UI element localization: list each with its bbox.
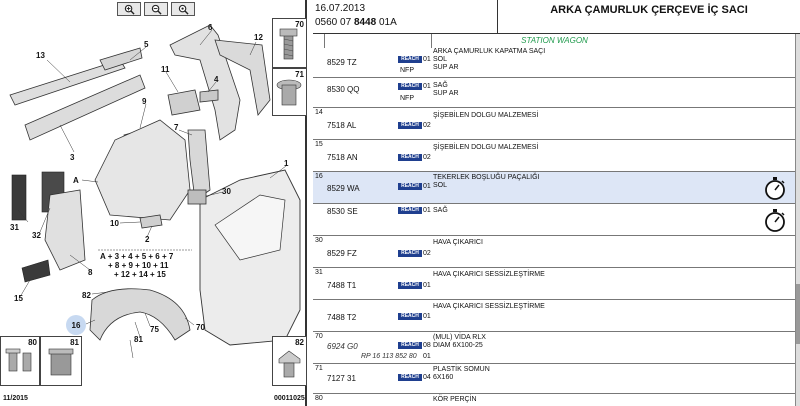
vertical-scrollbar[interactable] (796, 34, 800, 406)
part-description: ARKA ÇAMURLUK KAPATMA SAÇI SOL SUP AR (433, 48, 546, 71)
part-reference[interactable]: 8529 TZ (327, 58, 357, 67)
table-row[interactable] (313, 394, 796, 406)
part-reference[interactable]: 8530 QQ (327, 85, 360, 94)
callout-1[interactable]: 1 (284, 159, 289, 168)
reach-badge: REACH (398, 154, 422, 161)
scrollbar-thumb[interactable] (796, 284, 800, 344)
parts-header (313, 0, 800, 34)
inset-label-81: 81 (70, 338, 79, 347)
table-row-selected[interactable] (313, 172, 796, 204)
reach-badge: REACH (398, 56, 422, 63)
formula-line-2: + 8 + 9 + 10 + 11 (108, 261, 169, 270)
callout-5[interactable]: 5 (144, 40, 149, 49)
inset-label-82: 82 (295, 338, 304, 347)
nfp-label: NFP (400, 67, 414, 74)
reach-badge: REACH (398, 183, 422, 190)
callout-3[interactable]: 3 (70, 153, 75, 162)
part-reference[interactable]: 8529 FZ (327, 249, 357, 258)
header-date: 16.07.2013 (315, 3, 366, 14)
item-number: 70 (315, 333, 323, 340)
callout-32[interactable]: 32 (32, 231, 41, 240)
part-description: HAVA ÇIKARICI SESSİZLEŞTİRME (433, 271, 545, 278)
stopwatch-icon[interactable] (762, 207, 788, 233)
callout-6[interactable]: 6 (208, 23, 213, 32)
callout-A[interactable]: A (73, 176, 79, 185)
callout-2[interactable]: 2 (145, 235, 150, 244)
inset-label-71: 71 (295, 70, 304, 79)
parts-table[interactable] (313, 34, 796, 406)
part-reference[interactable]: 8530 SE (327, 207, 358, 216)
table-row[interactable] (313, 268, 796, 300)
callout-82[interactable]: 82 (82, 291, 91, 300)
reach-badge: REACH (398, 122, 422, 129)
table-row[interactable] (313, 108, 796, 140)
diagram-reference: 00011025 (274, 395, 305, 402)
reach-badge: REACH (398, 83, 422, 90)
callout-9[interactable]: 9 (142, 97, 147, 106)
page-title: ARKA ÇAMURLUK ÇERÇEVE İÇ SACI (550, 4, 748, 16)
variant-label: STATION WAGON (521, 36, 588, 45)
quantity: 01 (423, 353, 431, 360)
part-description: TEKERLEK BOŞLUĞU PAÇALIĞI SOL (433, 174, 540, 189)
inset-81[interactable] (40, 336, 82, 386)
part-description: SAĞ (433, 207, 448, 214)
quantity: 08 (423, 342, 431, 349)
table-row[interactable] (313, 332, 796, 364)
quantity: 04 (423, 374, 431, 381)
part-reference[interactable]: 7518 AN (327, 153, 358, 162)
callout-4[interactable]: 4 (214, 75, 219, 84)
quantity: 01 (423, 56, 431, 63)
table-row[interactable] (313, 204, 796, 236)
formula-line-3: + 12 + 14 + 15 (114, 270, 166, 279)
header-info (315, 2, 497, 32)
callout-8[interactable]: 8 (88, 268, 93, 277)
inset-80[interactable] (0, 336, 40, 386)
reach-badge: REACH (398, 282, 422, 289)
callout-75[interactable]: 75 (150, 325, 159, 334)
table-row[interactable] (313, 364, 796, 394)
callout-30[interactable]: 30 (222, 187, 231, 196)
inset-82[interactable] (272, 336, 307, 386)
part-description: HAVA ÇIKARICI SESSİZLEŞTİRME (433, 303, 545, 310)
part-reference[interactable]: 7127 31 (327, 374, 356, 383)
table-row[interactable] (313, 78, 796, 108)
part-reference[interactable]: 8529 WA (327, 184, 360, 193)
diagram-date: 11/2015 (3, 395, 28, 402)
quantity: 01 (423, 183, 431, 190)
table-row[interactable] (313, 300, 796, 332)
reach-badge: REACH (398, 342, 422, 349)
part-description: ŞİŞEBİLEN DOLGU MALZEMESİ (433, 144, 539, 151)
callout-70[interactable]: 70 (196, 323, 205, 332)
supersession-reference[interactable]: RP 16 113 852 80 (361, 353, 417, 360)
zoom-fit-button[interactable] (171, 2, 195, 16)
part-reference[interactable]: 7518 AL (327, 121, 357, 130)
item-number: 14 (315, 109, 323, 116)
callout-81[interactable]: 81 (134, 335, 143, 344)
item-number: 16 (315, 173, 323, 180)
part-description: HAVA ÇIKARICI (433, 239, 483, 246)
callout-13[interactable]: 13 (36, 51, 45, 60)
part-description: PLASTİK SOMUN 6X160 (433, 366, 490, 381)
inset-label-70: 70 (295, 20, 304, 29)
parts-list-panel (313, 0, 800, 406)
inset-71[interactable] (272, 68, 307, 116)
quantity: 02 (423, 122, 431, 129)
callout-10[interactable]: 10 (110, 219, 119, 228)
header-reference: 0560 07 8448 01A (315, 17, 397, 28)
table-row[interactable] (313, 236, 796, 268)
callout-31[interactable]: 31 (10, 223, 19, 232)
reach-badge: REACH (398, 313, 422, 320)
reach-badge: REACH (398, 207, 422, 214)
part-description: ŞİŞEBİLEN DOLGU MALZEMESİ (433, 112, 539, 119)
zoom-fit-icon (178, 4, 189, 15)
zoom-in-icon (124, 4, 135, 15)
part-description: SAĞ SUP AR (433, 82, 459, 97)
quantity: 01 (423, 282, 431, 289)
item-number: 31 (315, 269, 323, 276)
table-row[interactable] (313, 140, 796, 172)
callout-12[interactable]: 12 (254, 33, 263, 42)
quantity: 01 (423, 313, 431, 320)
parts-diagram-panel[interactable] (0, 0, 307, 406)
quantity: 01 (423, 83, 431, 90)
inset-70[interactable] (272, 18, 307, 68)
part-reference[interactable]: 7488 T2 (327, 313, 357, 322)
zoom-out-button[interactable] (144, 2, 168, 16)
part-reference[interactable]: 7488 T1 (327, 281, 357, 290)
callout-11[interactable]: 11 (161, 65, 170, 74)
item-number: 80 (315, 395, 323, 402)
quantity: 02 (423, 154, 431, 161)
item-number: 71 (315, 365, 323, 372)
formula-line-1: A + 3 + 4 + 5 + 6 + 7 (100, 252, 174, 261)
zoom-toolbar (117, 2, 195, 16)
callout-15[interactable]: 15 (14, 294, 23, 303)
reach-badge: REACH (398, 374, 422, 381)
item-number: 30 (315, 237, 323, 244)
stopwatch-icon[interactable] (762, 175, 788, 201)
inset-label-80: 80 (28, 338, 37, 347)
part-description: KÖR PERÇİN (433, 396, 477, 403)
zoom-in-button[interactable] (117, 2, 141, 16)
reach-badge: REACH (398, 250, 422, 257)
nfp-label: NFP (400, 95, 414, 102)
quantity: 01 (423, 207, 431, 214)
quantity: 02 (423, 250, 431, 257)
callout-7[interactable]: 7 (174, 123, 179, 132)
callout-16-highlighted[interactable]: 16 (66, 315, 86, 335)
table-row[interactable] (313, 48, 796, 78)
zoom-out-icon (151, 4, 162, 15)
item-number: 15 (315, 141, 323, 148)
part-reference[interactable]: 6924 G0 (327, 342, 358, 351)
part-description: (MUL) VİDA RLX DIAM 6X100-25 (433, 334, 486, 349)
